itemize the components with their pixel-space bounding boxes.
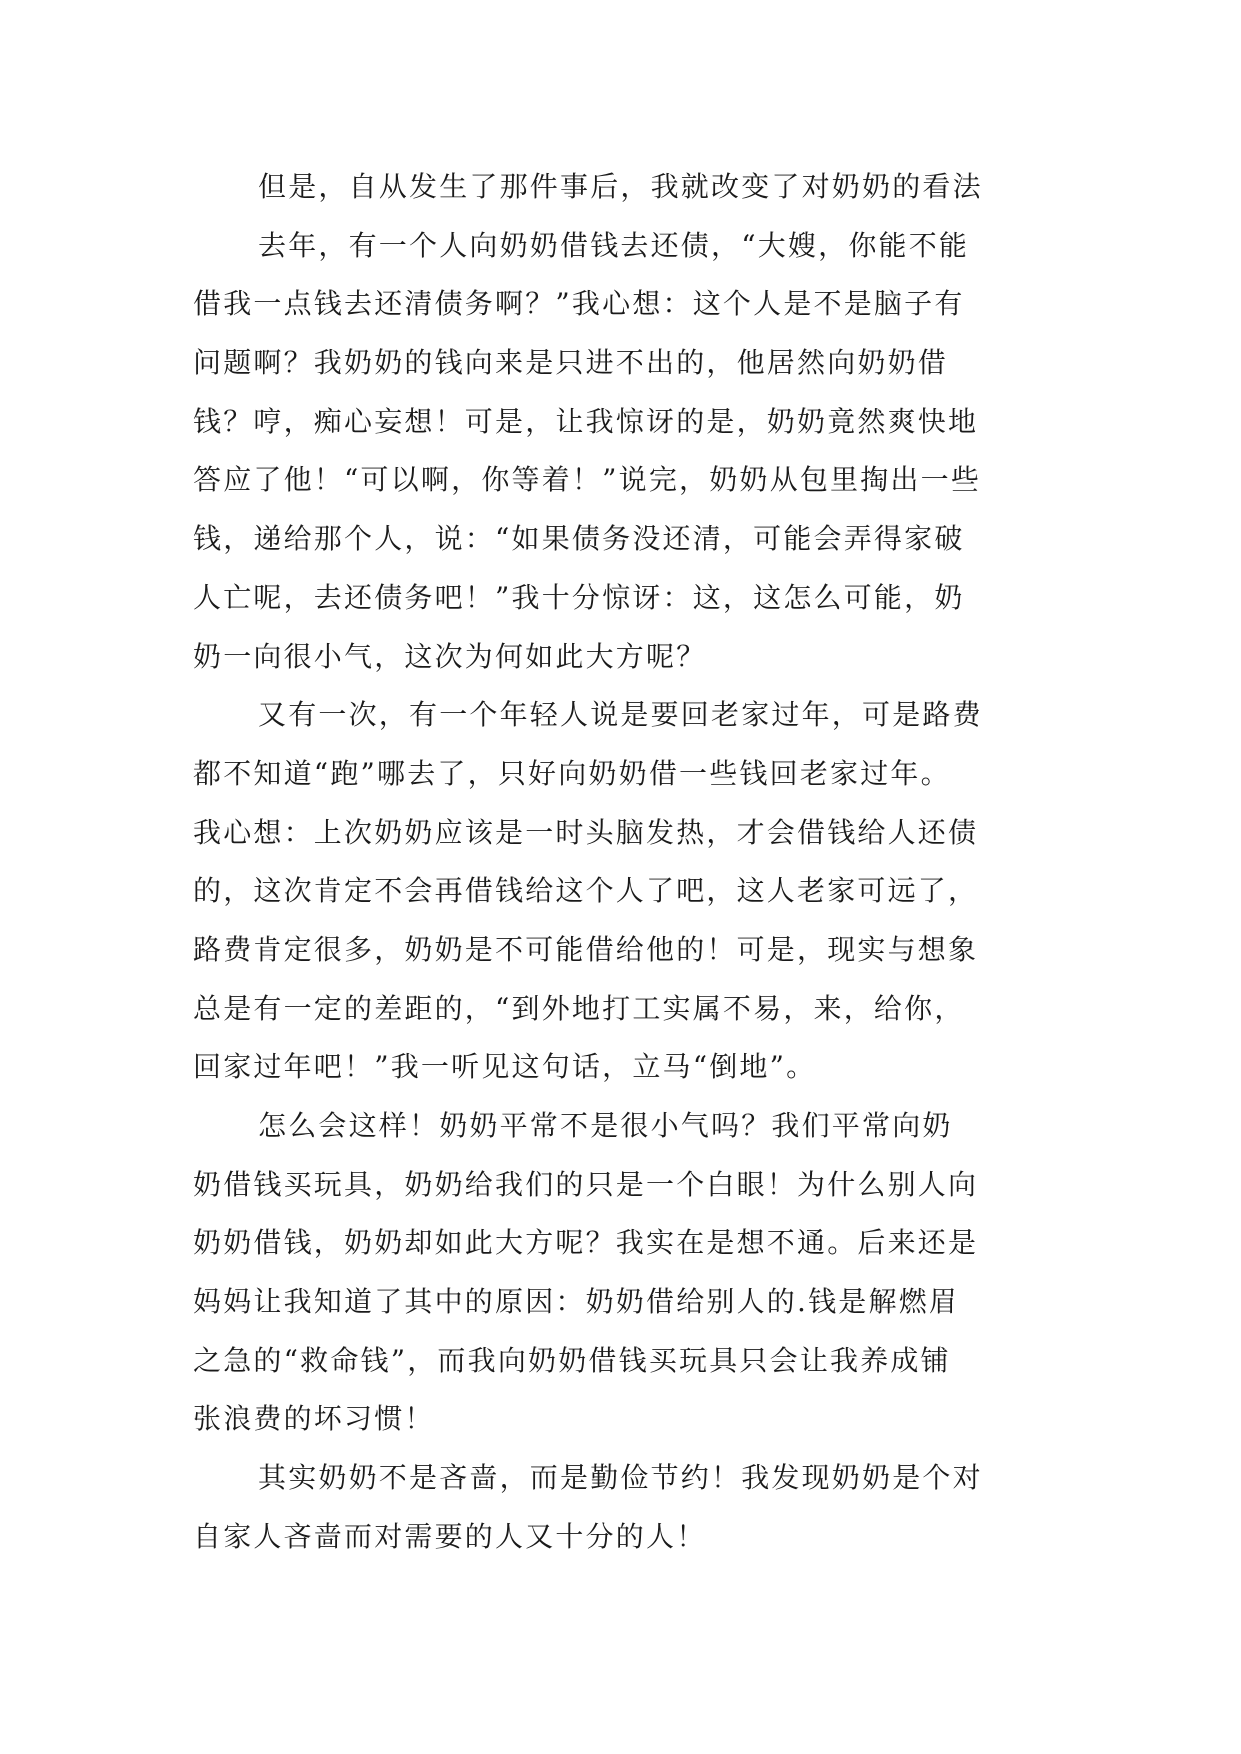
text-line: 总是有一定的差距的，“到外地打工实属不易，来，给你， bbox=[193, 991, 965, 1025]
text-line: 张浪费的坏习惯！ bbox=[193, 1402, 435, 1436]
paragraph bbox=[193, 1449, 1073, 1566]
text-line: 人亡呢，去还债务吧！”我十分惊讶：这，这怎么可能，奶 bbox=[193, 580, 965, 614]
text-line: 奶一向很小气，这次为何如此大方呢？ bbox=[193, 639, 707, 673]
text-line: 都不知道“跑”哪去了，只好向奶奶借一些钱回老家过年。 bbox=[193, 756, 951, 790]
paragraph bbox=[193, 686, 1073, 1097]
text-line: 钱，递给那个人，说：“如果债务没还清，可能会弄得家破 bbox=[193, 522, 965, 556]
text-line: 奶奶借钱，奶奶却如此大方呢？我实在是想不通。后来还是 bbox=[193, 1226, 979, 1260]
text-line: 又有一次，有一个年轻人说是要回老家过年，可是路费 bbox=[258, 698, 983, 732]
text-line: 路费肯定很多，奶奶是不可能借给他的！可是，现实与想象 bbox=[193, 932, 979, 966]
text-line: 奶借钱买玩具，奶奶给我们的只是一个白眼！为什么别人向 bbox=[193, 1167, 979, 1201]
paragraph bbox=[193, 217, 1073, 687]
text-line: 借我一点钱去还清债务啊？”我心想：这个人是不是脑子有 bbox=[193, 287, 965, 321]
text-line: 自家人吝啬而对需要的人又十分的人！ bbox=[193, 1519, 707, 1553]
paragraph bbox=[193, 158, 1073, 217]
text-line: 怎么会这样！奶奶平常不是很小气吗？我们平常向奶 bbox=[258, 1109, 953, 1142]
text-line: 钱？哼，痴心妄想！可是，让我惊讶的是，奶奶竟然爽快地 bbox=[193, 404, 979, 438]
text-line: 的，这次肯定不会再借钱给这个人了吧，这人老家可远了， bbox=[193, 874, 979, 908]
text-line: 妈妈让我知道了其中的原因：奶奶借给别人的.钱是解燃眉 bbox=[193, 1285, 960, 1319]
paragraph bbox=[193, 1097, 1073, 1449]
text-line: 其实奶奶不是吝啬，而是勤俭节约！我发现奶奶是个对 bbox=[258, 1461, 983, 1495]
text-line: 但是，自从发生了那件事后，我就改变了对奶奶的看法 bbox=[258, 170, 983, 203]
text-line: 问题啊？我奶奶的钱向来是只进不出的，他居然向奶奶借 bbox=[193, 346, 949, 380]
text-line: 我心想：上次奶奶应该是一时头脑发热，才会借钱给人还债 bbox=[193, 815, 979, 849]
text-line: 去年，有一个人向奶奶借钱去还债，“大嫂，你能不能 bbox=[258, 228, 970, 262]
text-line: 答应了他！“可以啊，你等着！”说完，奶奶从包里掏出一些 bbox=[193, 463, 982, 497]
text-line: 之急的“救命钱”，而我向奶奶借钱买玩具只会让我养成铺 bbox=[193, 1343, 951, 1377]
essay-body bbox=[193, 158, 1073, 1567]
text-line: 回家过年吧！”我一听见这句话，立马“倒地”。 bbox=[193, 1050, 817, 1084]
